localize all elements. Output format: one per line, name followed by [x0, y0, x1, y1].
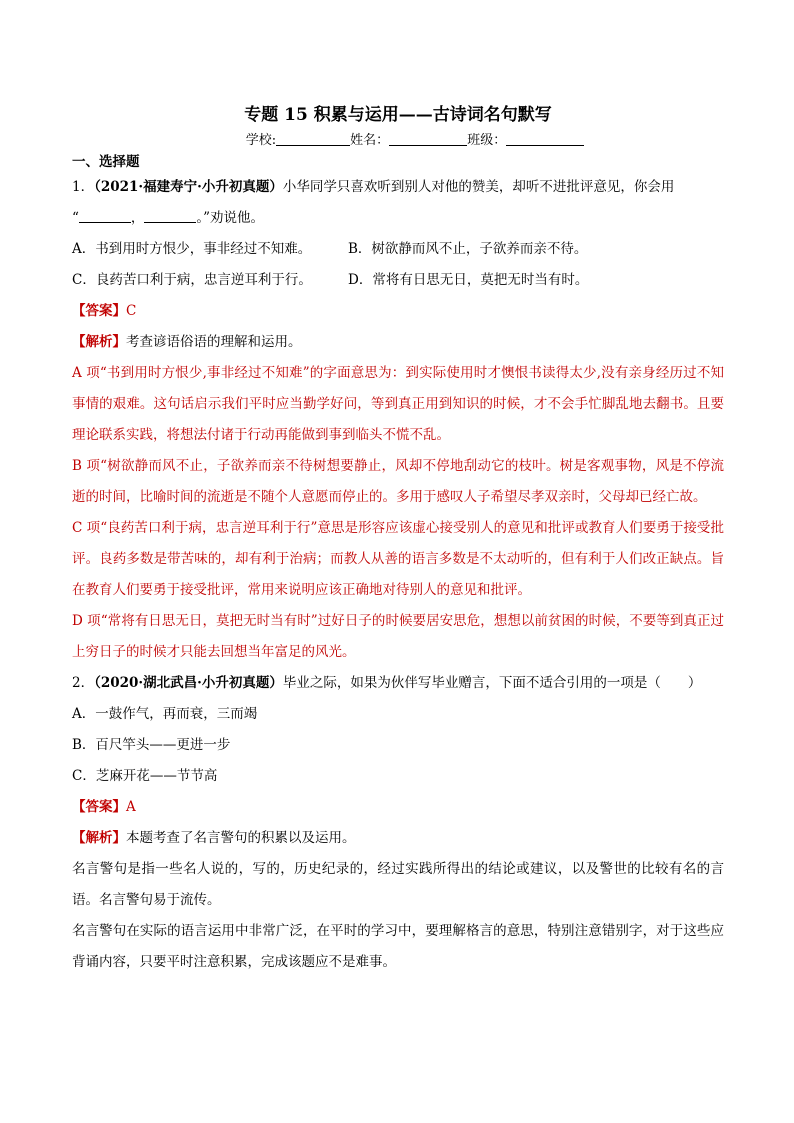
school-label: 学校:	[245, 133, 277, 148]
q2-option-b[interactable]: B．百尺竿头——更进一步	[72, 737, 231, 753]
q1-analysis-intro: 考查谚语俗语的理解和运用。	[126, 334, 302, 350]
q2-option-c[interactable]: C．芝麻开花——节节高	[72, 768, 218, 784]
q1-options-row2	[72, 265, 724, 296]
q1-source: （2021·福建寿宁·小升初真题）	[94, 179, 283, 195]
q1-option-c[interactable]: C．良药苦口利于病，忠言逆耳利于行。	[72, 272, 312, 288]
q1-analysis-para-d: D 项“常将有日思无日，莫把无时当有时”过好日子的时候要居安思危，想想以前贫困的时候，不要等到真正过上穷日子的时候才只能去回想当年富足的风光。	[72, 613, 724, 660]
q2-number: 2．	[72, 675, 95, 691]
q1-stem-line2	[72, 203, 724, 234]
school-blank[interactable]	[276, 131, 350, 146]
q2-option-a[interactable]: A．一鼓作气，再而衰，三而竭	[72, 706, 258, 722]
q1-sep: ，	[130, 210, 145, 226]
q2-answer-value: A	[126, 799, 136, 815]
q2-analysis-tag: 【解析】	[72, 830, 126, 846]
q2-stem-text: 毕业之际，如果为伙伴写毕业赠言，下面不适合引用的一项是（ ）	[282, 675, 702, 691]
q1-stem-a: 小华同学只喜欢听到别人对他的赞美，却听不进批评意见，你会用	[282, 179, 675, 195]
q1-blank-2[interactable]	[144, 208, 196, 223]
q1-number: 1．	[72, 179, 95, 195]
q2-stem	[72, 668, 724, 699]
q1-quote-close: 。”劝说他。	[196, 210, 265, 226]
q1-answer-tag: 【答案】	[72, 303, 126, 319]
page-title: 专题 15 积累与运用——古诗词名句默写	[244, 105, 552, 125]
q2-analysis-para-1: 名言警句是指一些名人说的，写的，历史纪录的，经过实践所得出的结论或建议，以及警世的比较有名的言语。名言警句易于流传。	[72, 861, 724, 908]
class-blank[interactable]	[506, 131, 584, 146]
q2-analysis-para-2: 名言警句在实际的语言运用中非常广泛，在平时的学习中，要理解格言的意思，特别注意错别字，对于这些应背诵内容，只要平时注意积累，完成该题应不是难事。	[72, 923, 724, 970]
q2-answer-tag: 【答案】	[72, 799, 126, 815]
section-title-choice: 一、选择题	[72, 154, 140, 170]
name-label: 姓名：	[350, 133, 390, 148]
q1-analysis-para-b: B 项“树欲静而风不止，子欲养而亲不待树想要静止，风却不停地刮动它的枝叶。树是客观事物，风是不停流逝的时间，比喻时间的流逝是不随个人意愿而停止的。多用于感叹人子希望尽孝双亲时，父母却已经亡故。	[72, 458, 724, 505]
name-blank[interactable]	[389, 131, 467, 146]
q2-answer	[72, 792, 724, 823]
q2-source: （2020·湖北武昌·小升初真题）	[94, 675, 283, 691]
document-page	[72, 100, 724, 978]
q1-answer	[72, 296, 724, 327]
question-1	[72, 172, 724, 668]
q1-options-row1	[72, 234, 724, 265]
q1-option-b[interactable]: B．树欲静而风不止，子欲养而亲不待。	[348, 241, 588, 257]
q1-option-d[interactable]: D．常将有日思无日，莫把无时当有时。	[348, 272, 589, 288]
q2-analysis-intro: 本题考查了名言警句的积累以及运用。	[126, 830, 356, 846]
q1-stem-line1	[72, 172, 724, 203]
q1-quote-open: “	[72, 210, 79, 226]
q1-blank-1[interactable]	[79, 208, 131, 223]
q2-analysis	[72, 823, 724, 854]
q1-option-a[interactable]: A．书到用时方恨少，事非经过不知难。	[72, 241, 312, 257]
student-info-line	[72, 130, 724, 152]
q1-analysis-tag: 【解析】	[72, 334, 126, 350]
q1-analysis-para-a: A 项“书到用时方恨少,事非经过不知难”的字面意思为：到实际使用时才懊恨书读得太少,没有亲身经历过不知事情的艰难。这句话启示我们平时应当勤学好问，等到真正用到知识的时候，才不会手忙脚乱地去翻书。且要理论联系实践，将想法付诸于行动再能做到事到临头不慌不乱。	[72, 365, 724, 443]
q1-analysis	[72, 327, 724, 358]
class-label: 班级：	[467, 133, 507, 148]
question-2	[72, 668, 724, 978]
q1-answer-value: C	[126, 303, 137, 319]
q1-analysis-para-c: C 项“良药苦口利于病，忠言逆耳利于行”意思是形容应该虚心接受别人的意见和批评或教育人们要勇于接受批评。良药多数是带苦味的，却有利于治病；而教人从善的语言多数是不太动听的，但有利于人们改正缺点。旨在教育人们要勇于接受批评，常用来说明应该正确地对待别人的意见和批评。	[72, 520, 724, 598]
